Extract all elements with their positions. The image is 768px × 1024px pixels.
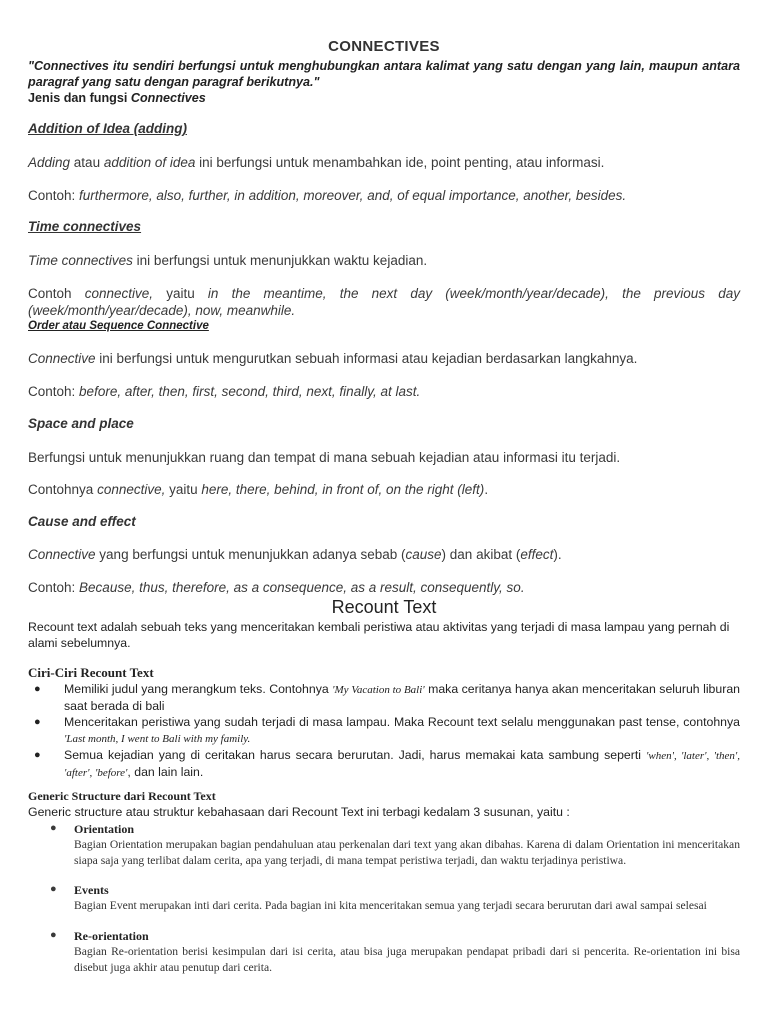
- definition-quote: "Connectives itu sendiri berfungsi untuk menghubungkan antara kalimat yang satu dengan yang lain, maupun antara paragraf yang satu dengan paragraf berikutnya.": [28, 59, 740, 89]
- section-heading-cause: Cause and effect: [28, 514, 136, 529]
- page-title: CONNECTIVES: [328, 38, 440, 55]
- section-heading-space: Space and place: [28, 416, 134, 431]
- list-item: ● Memiliki judul yang merangkum teks. Contohnya 'My Vacation to Bali' maka ceritanya hanya akan menceritakan seluruh liburan saat berada di bali: [34, 682, 741, 713]
- addition-description: Adding atau addition of idea ini berfungsi untuk menambahkan ide, point penting, atau informasi.: [28, 155, 605, 170]
- list-item: ● Semua kejadian yang di ceritakan harus secara berurutan. Jadi, harus memakai kata sambung seperti 'when', 'later', 'then', 'after', 'before', dan lain lain.: [34, 748, 740, 779]
- section-heading-order: Order atau Sequence Connective: [28, 320, 209, 332]
- bullet-icon: ●: [50, 929, 57, 941]
- bullet-icon: ●: [50, 822, 57, 834]
- addition-example: Contoh: furthermore, also, further, in addition, moreover, and, of equal importance, another, besides.: [28, 188, 627, 203]
- order-example: Contoh: before, after, then, first, second, third, next, finally, at last.: [28, 384, 421, 399]
- structure-description: Bagian Event merupakan inti dari cerita. Pada bagian ini kita menceritakan semua yang terjadi secara berurutan dari awal sampai selesai: [74, 899, 707, 912]
- section-heading-time: Time connectives: [28, 219, 142, 234]
- subtitle-prefix: Jenis dan fungsi: [28, 91, 128, 105]
- time-description: Time connectives ini berfungsi untuk menunjukkan waktu kejadian.: [28, 253, 428, 268]
- ciri-list: [28, 681, 740, 781]
- subtitle: [28, 91, 206, 105]
- recount-intro: Recount text adalah sebuah teks yang menceritakan kembali peristiwa atau aktivitas yang terjadi di masa lampau yang pernah di alami sebelumnya.: [28, 620, 730, 650]
- section-heading-addition: Addition of Idea (adding): [28, 121, 187, 136]
- structure-title: Re-orientation: [74, 929, 149, 943]
- time-example: Contoh connective, yaitu in the meantime, the next day (week/month/year/decade), the previous day (week/month/year/decade), now, meanwhile.: [28, 286, 740, 318]
- structure-title: Orientation: [74, 822, 134, 836]
- ciri-heading: Ciri-Ciri Recount Text: [28, 665, 154, 680]
- structure-description: Bagian Re-orientation berisi kesimpulan dari isi cerita, atau bisa juga merupakan pendapat pribadi dari si pencerita. Re-orientation ini bisa disebut juga akhir atau penutup dari cerita.: [74, 945, 740, 974]
- cause-example: Contoh: Because, thus, therefore, as a consequence, as a result, consequently, so.: [28, 580, 525, 595]
- order-description: Connective ini berfungsi untuk mengurutkan sebuah informasi atau kejadian berdasarkan langkahnya.: [28, 351, 638, 366]
- bullet-icon: ●: [50, 883, 57, 895]
- generic-intro: Generic structure atau struktur kebahasaan dari Recount Text ini terbagi kedalam 3 susunan, yaitu :: [28, 805, 570, 819]
- recount-title: Recount Text: [331, 597, 437, 617]
- structure-description: Bagian Orientation merupakan bagian pendahuluan atau perkenalan dari text yang akan dibahas. Karena di dalam Orientation ini menceritakan siapa saja yang terlibat dalam cerita, apa yang terjadi, di mana tempat peristiwa terjadi, dan waktu terjadinya peristiwa.: [74, 838, 740, 867]
- generic-heading: Generic Structure dari Recount Text: [28, 789, 216, 803]
- list-item: ● Menceritakan peristiwa yang sudah terjadi di masa lampau. Maka Recount text selalu menggunakan past tense, contohnya 'Last month, I went to Bali with my family.: [34, 715, 740, 745]
- space-example: Contohnya connective, yaitu here, there, behind, in front of, on the right (left).: [28, 482, 489, 497]
- bullet-icon: ●: [34, 683, 41, 695]
- bullet-icon: ●: [34, 749, 41, 761]
- bullet-icon: ●: [34, 716, 41, 728]
- space-description: Berfungsi untuk menunjukkan ruang dan tempat di mana sebuah kejadian atau informasi itu terjadi.: [28, 450, 621, 465]
- structure-title: Events: [74, 883, 109, 897]
- cause-description: Connective yang berfungsi untuk menunjukkan adanya sebab (cause) dan akibat (effect).: [28, 547, 562, 562]
- subtitle-italic: Connectives: [130, 91, 206, 105]
